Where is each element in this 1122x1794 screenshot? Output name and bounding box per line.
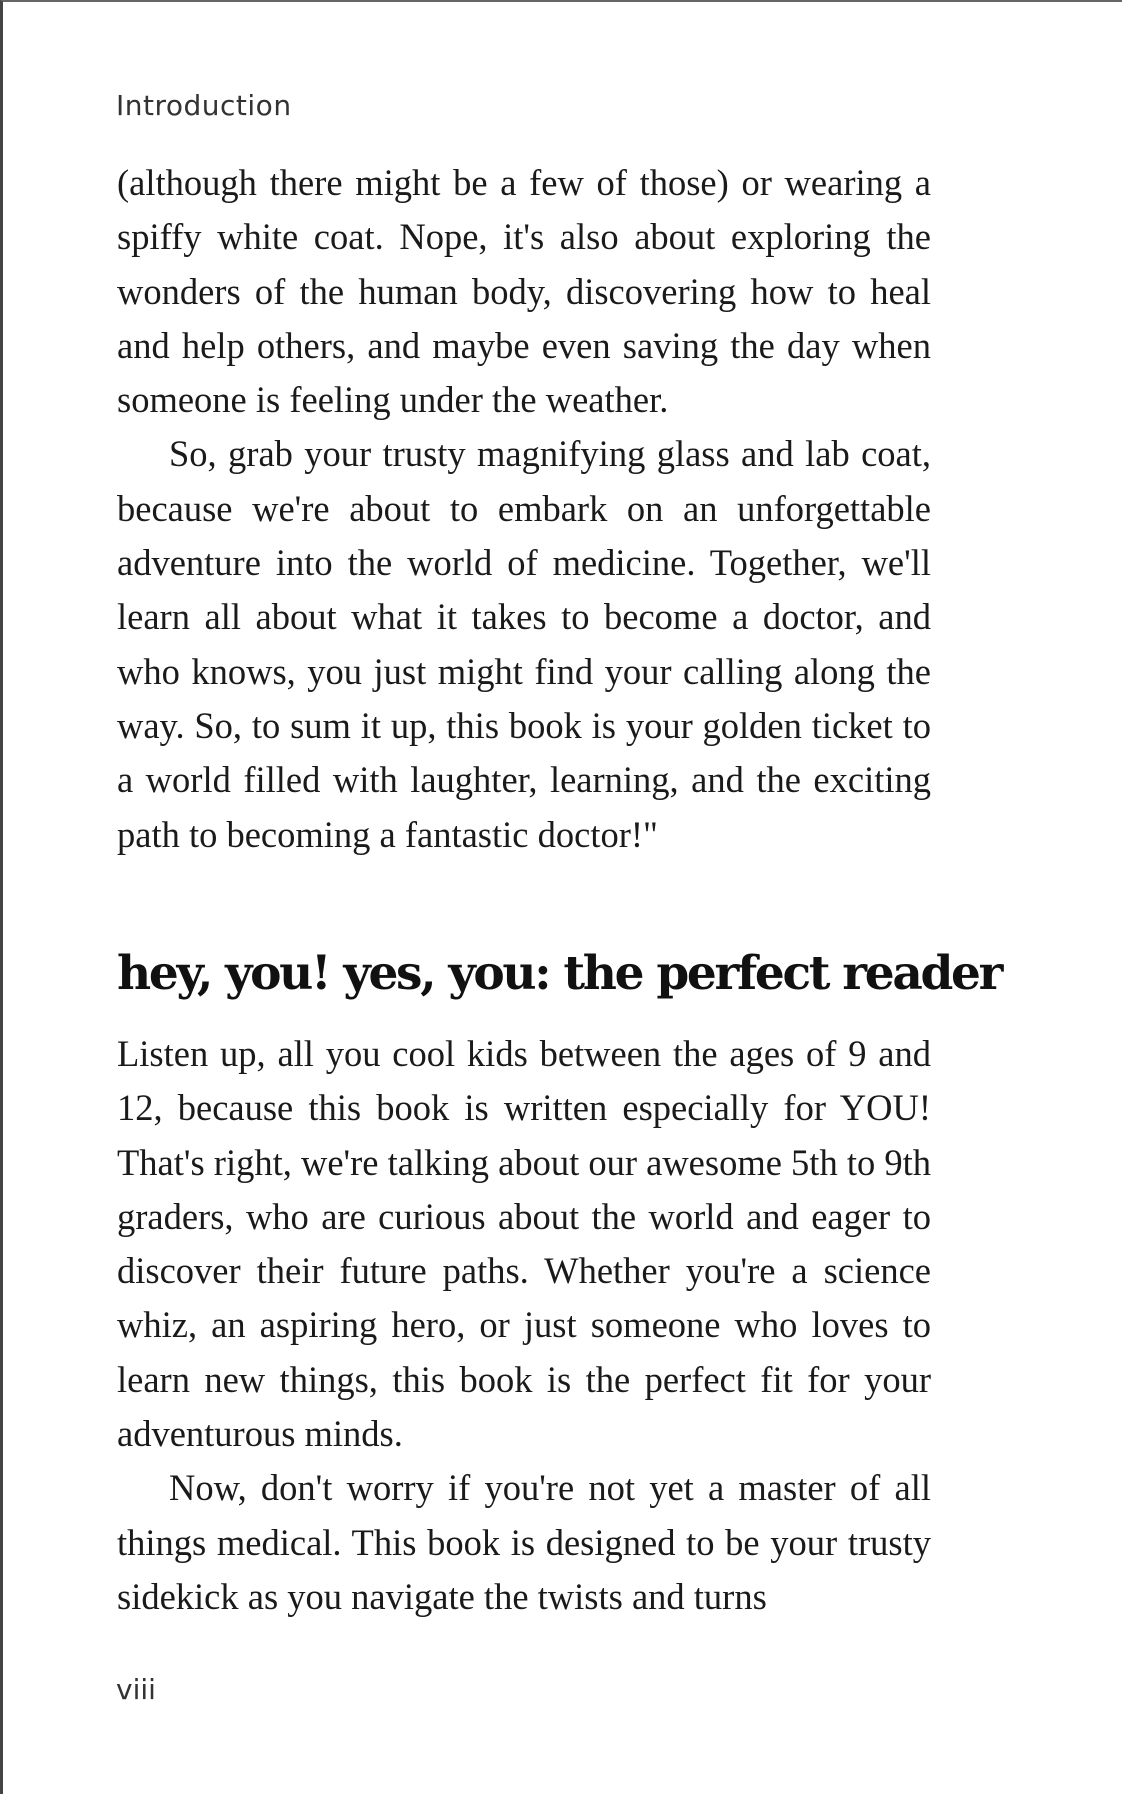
paragraph: Listen up, all you cool kids between the ages of 9 and 12, because this book is written especially for YOU! That's right, we're talking about our awesome 5th to 9th graders, who are curious about the world and eager to discover their future paths. Whether you're a science whiz, an aspiring hero, or just someone who loves to learn new things, this book is the perfect fit for your adventurous minds. — [117, 1033, 931, 1455]
page-number: viii — [116, 1673, 156, 1706]
paragraph: So, grab your trusty magnifying glass and lab coat, because we're about to embark on an unforgettable adventure into the world of medicine. Together, we'll learn all about what it takes to become a doctor, and who knows, you just might find your calling along the way. So, to sum it up, this book is your golden ticket to a world filled with laughter, learning, and the exciting path to becoming a fantastic doctor!" — [117, 433, 931, 855]
text-block-reader — [117, 1027, 931, 1624]
running-head: Introduction — [116, 89, 292, 122]
text-block-intro — [117, 156, 931, 862]
section-heading: hey, you! yes, you: the perfect reader — [117, 946, 1002, 1001]
paragraph: Now, don't worry if you're not yet a master of all things medical. This book is designed to be your trusty sidekick as you navigate the twists and turns — [117, 1467, 931, 1617]
paragraph: (although there might be a few of those) or wearing a spiffy white coat. Nope, it's also about exploring the wonders of the human body, discovering how to heal and help others, and maybe even saving the day when someone is feeling under the weather. — [117, 162, 931, 421]
